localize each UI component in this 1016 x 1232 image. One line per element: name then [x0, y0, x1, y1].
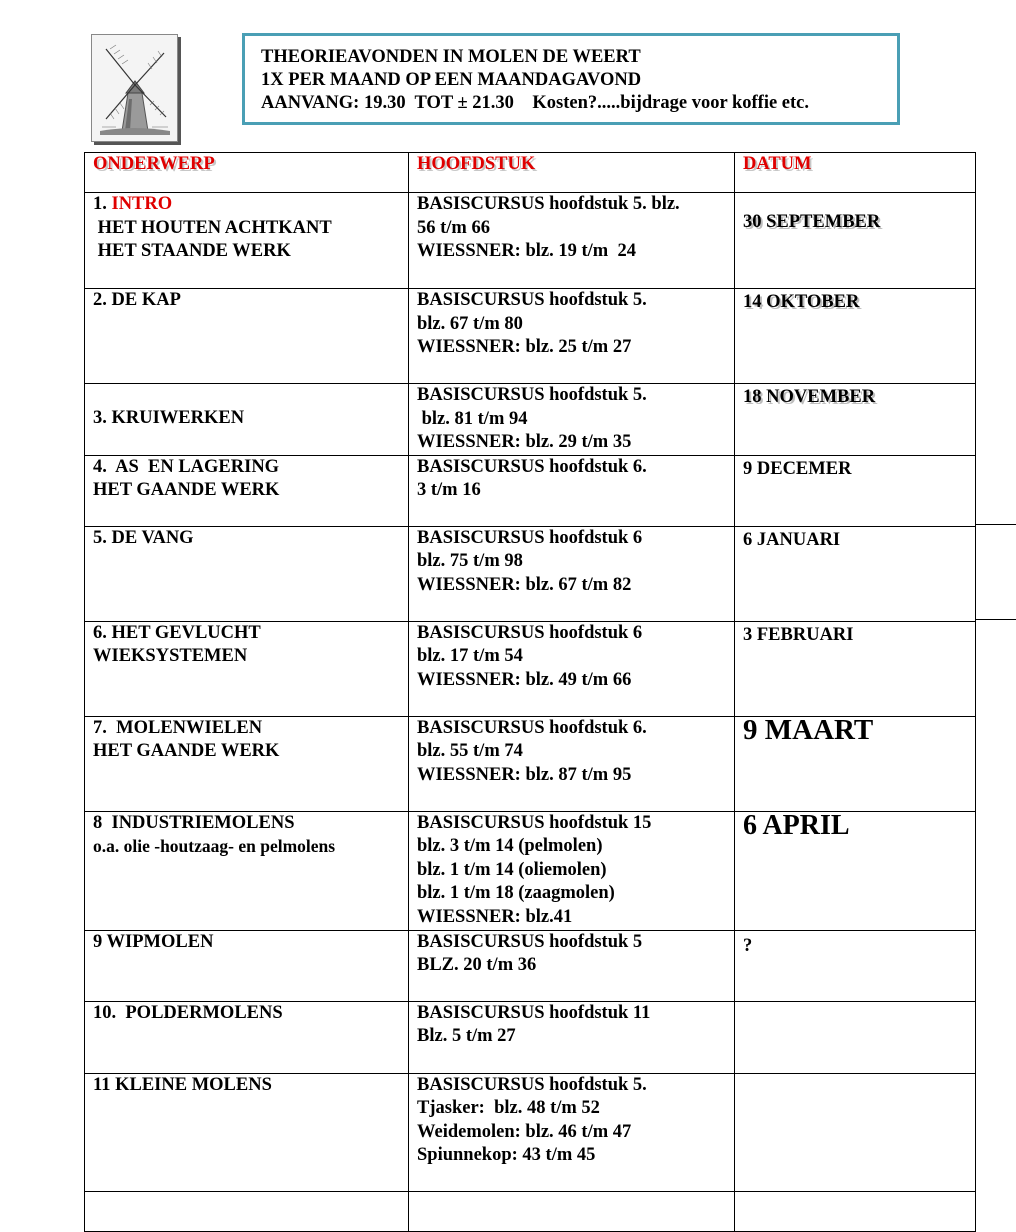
subject-cell — [85, 1073, 409, 1191]
chapter-line: Weidemolen: blz. 46 t/m 47 — [417, 1121, 632, 1142]
subject-line: HET GAANDE WERK — [93, 480, 280, 500]
chapter-line: Blz. 5 t/m 27 — [417, 1026, 516, 1046]
subject-cell — [85, 1001, 409, 1073]
chapter-line: 56 t/m 66 — [417, 217, 490, 238]
chapter-line: Spiunnekop: 43 t/m 45 — [417, 1145, 596, 1165]
subject-line: 9 WIPMOLEN — [93, 931, 214, 952]
chapter-line: BASISCURSUS hoofdstuk 6 — [417, 527, 643, 548]
divider — [975, 619, 1016, 620]
chapter-cell — [409, 811, 735, 930]
info-title: THEORIEAVONDEN IN MOLEN DE WEERT — [261, 47, 641, 67]
header-date: DATUM — [735, 153, 976, 193]
chapter-line: WIESSNER: blz. 19 t/m 24 — [417, 241, 636, 261]
date-cell — [735, 526, 976, 621]
chapter-line: blz. 1 t/m 14 (oliemolen) — [417, 859, 607, 880]
chapter-cell — [409, 1191, 735, 1231]
header-subject: ONDERWERP — [85, 153, 409, 193]
subject-cell — [85, 455, 409, 526]
chapter-cell — [409, 193, 735, 289]
table-row — [85, 193, 976, 289]
subject-cell — [85, 716, 409, 811]
date-cell — [735, 811, 976, 930]
table-row — [85, 811, 976, 930]
chapter-cell — [409, 1001, 735, 1073]
chapter-line: BASISCURSUS hoofdstuk 5 — [417, 931, 643, 952]
table-row — [85, 289, 976, 384]
date-cell — [735, 455, 976, 526]
chapter-cell — [409, 716, 735, 811]
date-value: 9 MAART — [743, 716, 874, 746]
chapter-line: BASISCURSUS hoofdstuk 6. — [417, 717, 647, 738]
chapter-cell — [409, 384, 735, 456]
table-row — [85, 455, 976, 526]
table-row — [85, 716, 976, 811]
date-value: 6 APRIL — [743, 811, 850, 841]
table-row — [85, 1191, 976, 1231]
date-value: 30 SEPTEMBER — [743, 212, 881, 232]
divider — [975, 524, 1016, 525]
subject-line: 3. KRUIWERKEN — [93, 408, 245, 428]
chapter-line: WIESSNER: blz. 25 t/m 27 — [417, 337, 632, 357]
table-row — [85, 526, 976, 621]
subject-line: 10. POLDERMOLENS — [93, 1002, 283, 1023]
subject-line: 4. AS EN LAGERING — [93, 456, 280, 477]
chapter-line: WIESSNER: blz. 29 t/m 35 — [417, 432, 632, 452]
header-chapter: HOOFDSTUK — [409, 153, 735, 193]
date-cell — [735, 716, 976, 811]
chapter-cell — [409, 930, 735, 1001]
table-row — [85, 621, 976, 716]
date-value: 3 FEBRUARI — [743, 624, 854, 645]
chapter-cell — [409, 289, 735, 384]
chapter-line: WIESSNER: blz.41 — [417, 906, 573, 927]
subject-line: 8 INDUSTRIEMOLENS — [93, 812, 295, 833]
chapter-cell — [409, 455, 735, 526]
info-time-cost: AANVANG: 19.30 TOT ± 21.30 Kosten?.....bijdrage voor koffie etc. — [261, 93, 810, 113]
subject-line: 7. MOLENWIELEN — [93, 717, 263, 738]
date-cell — [735, 289, 976, 384]
windmill-icon — [92, 35, 177, 141]
chapter-line: BASISCURSUS hoofdstuk 6 — [417, 622, 643, 643]
windmill-logo — [91, 34, 178, 142]
table-row — [85, 384, 976, 456]
chapter-line: Tjasker: blz. 48 t/m 52 — [417, 1098, 600, 1118]
date-value: 14 OKTOBER — [743, 292, 860, 312]
chapter-line: BASISCURSUS hoofdstuk 6. — [417, 456, 647, 477]
chapter-line: 3 t/m 16 — [417, 480, 481, 500]
subject-cell — [85, 930, 409, 1001]
schedule-table — [84, 152, 976, 1232]
date-value: 9 DECEMER — [743, 458, 852, 479]
divider — [975, 454, 976, 524]
chapter-line: blz. 3 t/m 14 (pelmolen) — [417, 836, 603, 856]
chapter-line: BASISCURSUS hoofdstuk 11 — [417, 1002, 651, 1023]
chapter-line: BASISCURSUS hoofdstuk 5. — [417, 1074, 647, 1095]
chapter-line: blz. 1 t/m 18 (zaagmolen) — [417, 883, 615, 903]
subject-cell — [85, 1191, 409, 1231]
chapter-line: blz. 67 t/m 80 — [417, 313, 523, 334]
table-row — [85, 1073, 976, 1191]
subject-cell — [85, 621, 409, 716]
table-header-row — [85, 153, 976, 193]
table-row — [85, 930, 976, 1001]
chapter-line: blz. 81 t/m 94 — [417, 408, 528, 429]
subject-highlight: INTRO — [111, 194, 173, 214]
date-value: 6 JANUARI — [743, 529, 841, 550]
date-value: 18 NOVEMBER — [743, 387, 876, 407]
subject-line: 5. DE VANG — [93, 527, 194, 548]
chapter-line: blz. 17 t/m 54 — [417, 646, 523, 666]
subject-line: 11 KLEINE MOLENS — [93, 1074, 272, 1095]
chapter-line: BASISCURSUS hoofdstuk 5. — [417, 290, 647, 310]
chapter-line: WIESSNER: blz. 49 t/m 66 — [417, 669, 632, 690]
date-cell — [735, 1191, 976, 1231]
chapter-line: WIESSNER: blz. 87 t/m 95 — [417, 764, 632, 785]
info-frequency: 1X PER MAAND OP EEN MAANDAGAVOND — [261, 70, 642, 90]
chapter-cell — [409, 621, 735, 716]
subject-line — [93, 193, 408, 217]
subject-line: 2. DE KAP — [93, 290, 181, 310]
date-cell — [735, 1073, 976, 1191]
subject-cell — [85, 811, 409, 930]
subject-line: o.a. olie -houtzaag- en pelmolens — [93, 836, 336, 856]
subject-line: 6. HET GEVLUCHT — [93, 622, 261, 643]
chapter-cell — [409, 1073, 735, 1191]
date-value: ? — [743, 935, 753, 956]
subject-cell — [85, 193, 409, 289]
date-cell — [735, 621, 976, 716]
chapter-line: BLZ. 20 t/m 36 — [417, 955, 537, 975]
subject-cell — [85, 526, 409, 621]
chapter-line: WIESSNER: blz. 67 t/m 82 — [417, 574, 632, 595]
chapter-line: BASISCURSUS hoofdstuk 5. blz. — [417, 194, 680, 214]
subject-line: HET GAANDE WERK — [93, 741, 280, 761]
info-box — [242, 33, 900, 125]
subject-number: 1. — [93, 194, 112, 214]
chapter-cell — [409, 526, 735, 621]
chapter-line: blz. 55 t/m 74 — [417, 741, 523, 761]
chapter-line: BASISCURSUS hoofdstuk 15 — [417, 812, 652, 833]
subject-line: WIEKSYSTEMEN — [93, 646, 248, 666]
subject-line: HET HOUTEN ACHTKANT — [93, 217, 332, 238]
chapter-line: BASISCURSUS hoofdstuk 5. — [417, 385, 647, 405]
subject-cell — [85, 384, 409, 456]
date-cell — [735, 193, 976, 289]
subject-cell — [85, 289, 409, 384]
subject-line: HET STAANDE WERK — [93, 241, 291, 261]
date-cell — [735, 930, 976, 1001]
chapter-line: blz. 75 t/m 98 — [417, 551, 523, 571]
date-cell — [735, 1001, 976, 1073]
table-row — [85, 1001, 976, 1073]
date-cell — [735, 384, 976, 456]
